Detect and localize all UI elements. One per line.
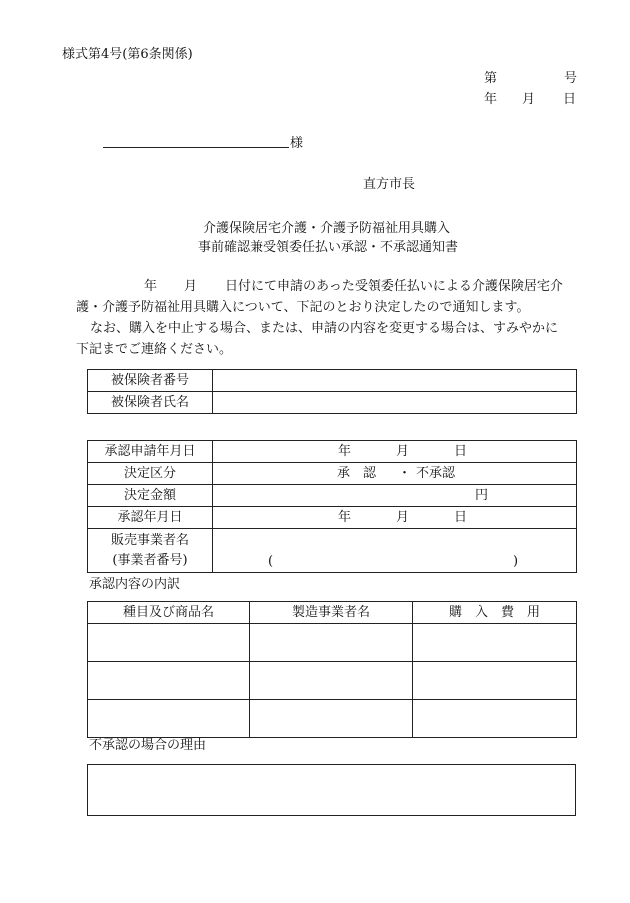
table-row — [88, 662, 577, 700]
body-month: 月 — [184, 279, 198, 294]
approval-date-field[interactable] — [213, 507, 577, 529]
vendor-field[interactable] — [213, 529, 577, 573]
vendor-label — [88, 529, 213, 573]
breakdown-table — [87, 601, 577, 738]
table-row — [88, 700, 577, 738]
decision-reject-option[interactable]: 不承認 — [416, 466, 456, 481]
approval-date-label: 承認年月日 — [88, 507, 213, 529]
vendor-number-label: (事業者番号) — [112, 552, 188, 568]
decision-approve-option[interactable]: 承 認 — [337, 466, 377, 481]
table-row — [88, 624, 577, 662]
decision-type-field[interactable] — [213, 463, 577, 485]
issuer-name: 直方市長 — [363, 177, 416, 192]
breakdown-caption: 承認内容の内訳 — [89, 577, 181, 592]
amount-field[interactable] — [213, 485, 577, 507]
vendor-paren-close: ) — [513, 554, 519, 569]
doc-number-suffix: 号 — [564, 71, 578, 86]
vendor-paren-open: ( — [268, 554, 274, 569]
item-product-cell[interactable] — [88, 662, 250, 700]
item-product-cell[interactable] — [88, 624, 250, 662]
purchase-cost-cell[interactable] — [413, 700, 577, 738]
manufacturer-cell[interactable] — [250, 662, 413, 700]
doc-number-prefix: 第 — [484, 71, 498, 86]
addressee-honorific: 様 — [290, 136, 304, 151]
manufacturer-cell[interactable] — [250, 624, 413, 662]
approval-date-year: 年 — [338, 510, 352, 525]
header-item-product: 種目及び商品名 — [88, 602, 250, 624]
amount-label: 決定金額 — [88, 485, 213, 507]
approval-date-month: 月 — [396, 510, 410, 525]
vendor-name-label: 販売事業者名 — [110, 532, 189, 548]
body-line-2: 護・介護予防福祉用具購入について、下記のとおり決定したので通知します。 — [76, 300, 530, 315]
approval-date-day: 日 — [454, 510, 468, 525]
form-label: 様式第4号(第6条関係) — [62, 47, 193, 62]
decision-separator: ・ — [398, 466, 412, 481]
manufacturer-cell[interactable] — [250, 700, 413, 738]
application-date-day: 日 — [454, 444, 468, 459]
application-date-month: 月 — [396, 444, 410, 459]
item-product-cell[interactable] — [88, 700, 250, 738]
rejection-reason-box[interactable] — [87, 764, 576, 816]
purchase-cost-cell[interactable] — [413, 662, 577, 700]
insured-name-field[interactable] — [213, 392, 577, 414]
doc-date-year: 年 — [484, 92, 498, 107]
body-year: 年 — [144, 279, 158, 294]
doc-date-month: 月 — [522, 92, 536, 107]
body-line-4: 下記までご連絡ください。 — [76, 342, 233, 357]
title-line-1: 介護保険居宅介護・介護予防福祉用具購入 — [203, 221, 451, 236]
body-line-3: なお、購入を中止する場合、または、申請の内容を変更する場合は、すみやかに — [90, 321, 559, 336]
insured-number-label: 被保険者番号 — [88, 370, 213, 392]
doc-date-day: 日 — [563, 92, 577, 107]
application-date-year: 年 — [338, 444, 352, 459]
insured-number-field[interactable] — [213, 370, 577, 392]
amount-unit: 円 — [475, 488, 489, 503]
title-line-2: 事前確認兼受領委任払い承認・不承認通知書 — [198, 240, 459, 255]
approval-table — [87, 440, 577, 573]
purchase-cost-cell[interactable] — [413, 624, 577, 662]
insured-table — [87, 369, 577, 414]
application-date-field[interactable] — [213, 441, 577, 463]
header-purchase-cost: 購 入 費 用 — [413, 602, 577, 624]
insured-name-label: 被保険者氏名 — [88, 392, 213, 414]
rejection-caption: 不承認の場合の理由 — [89, 738, 207, 753]
header-manufacturer: 製造事業者名 — [250, 602, 413, 624]
addressee-line[interactable] — [103, 147, 289, 148]
application-date-label: 承認申請年月日 — [88, 441, 213, 463]
body-line-1: 日付にて申請のあった受領委任払いによる介護保険居宅介 — [225, 279, 563, 294]
decision-type-label: 決定区分 — [88, 463, 213, 485]
